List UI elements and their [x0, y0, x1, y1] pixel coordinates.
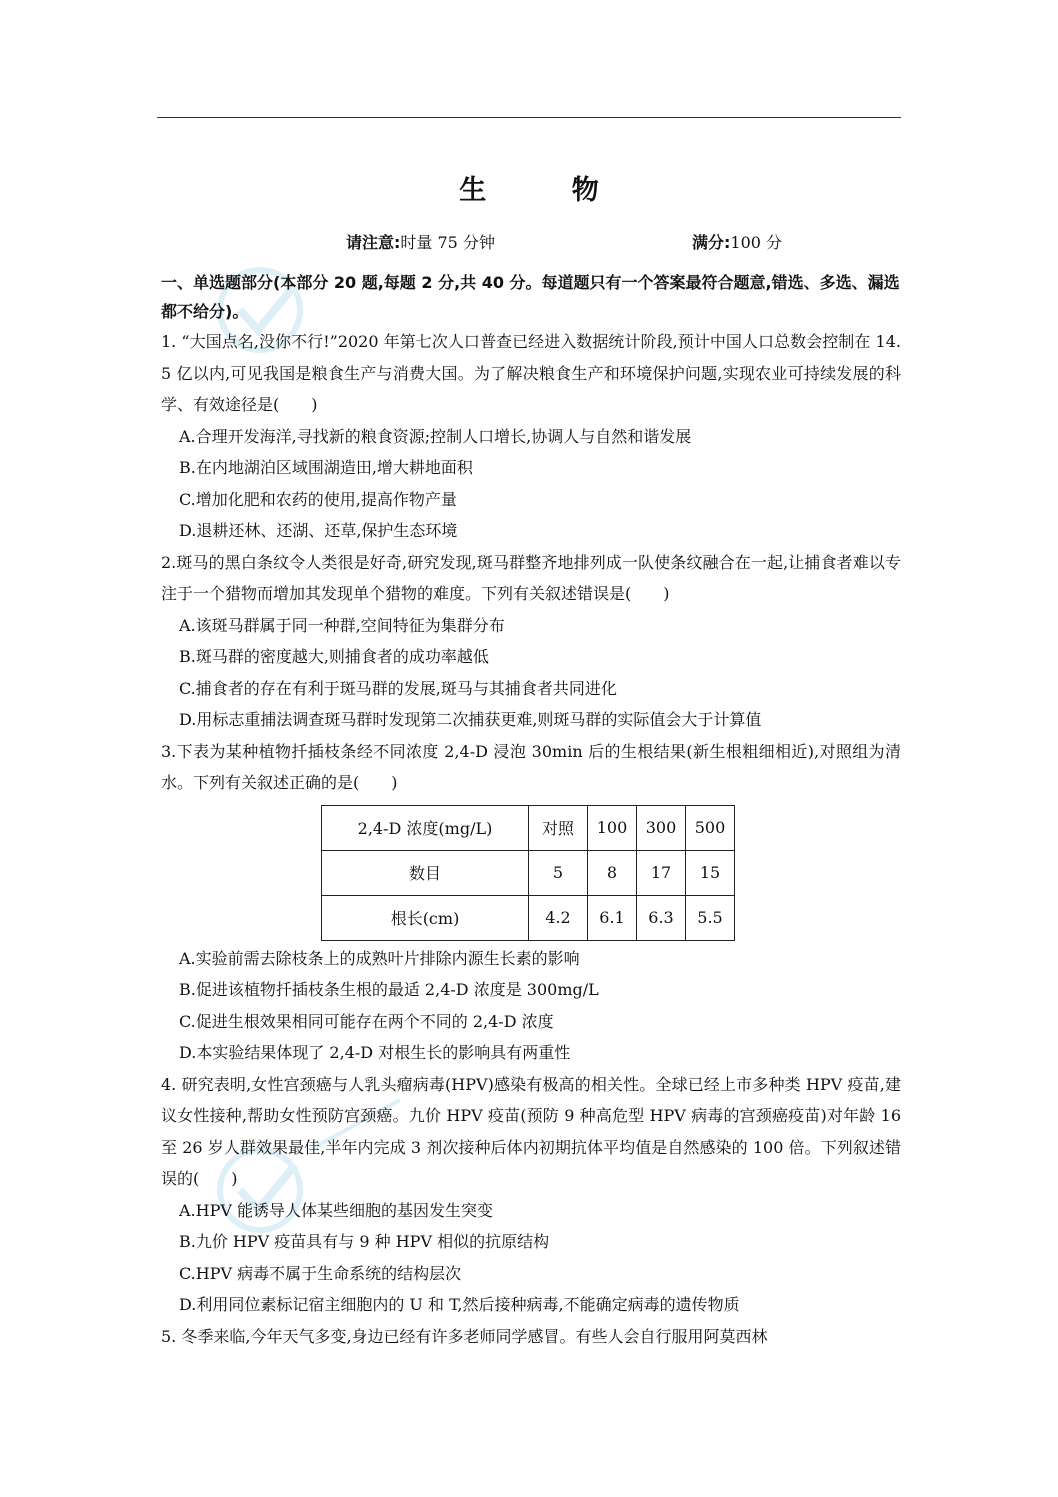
- table-row: [322, 850, 735, 895]
- table-cell: 15: [686, 850, 735, 895]
- question-stem: 3.下表为某种植物扦插枝条经不同浓度 2,4-D 浸泡 30min 后的生根结果(新生根粗细相近),对照组为清水。下列有关叙述正确的是( ): [161, 741, 901, 792]
- question-stem: 1. “大国点名,没你不行!”2020 年第七次人口普查已经进入数据统计阶段,预计中国人口总数会控制在 14. 5 亿以内,可见我国是粮食生产与消费大国。为了解决粮食生产和环境保护问题,实现农业可持续发展的科学、有效途径是( ): [161, 332, 901, 414]
- exam-time: [346, 230, 495, 253]
- exam-content: [161, 268, 901, 1352]
- option: B.九价 HPV 疫苗具有与 9 种 HPV 相似的抗原结构: [179, 1232, 550, 1251]
- table-cell: 对照: [529, 805, 588, 850]
- table-cell: 根长(cm): [322, 895, 529, 940]
- option: B.斑马群的密度越大,则捕食者的成功率越低: [179, 647, 489, 666]
- option: D.退耕还林、还湖、还草,保护生态环境: [179, 521, 458, 540]
- table-cell: 5: [529, 850, 588, 895]
- header-rule: [157, 117, 901, 118]
- option: A.HPV 能诱导人体某些细胞的基因发生突变: [179, 1200, 494, 1220]
- table-cell: 4.2: [529, 895, 588, 940]
- table-cell: 17: [637, 850, 686, 895]
- notice-value: 时量 75 分钟: [400, 233, 495, 252]
- table-row: [322, 895, 735, 940]
- section-heading: 一、单选题部分(本部分 20 题,每题 2 分,共 40 分。每道题只有一个答案最符合题意,错选、多选、漏选都不给分)。: [161, 273, 900, 321]
- option: C.增加化肥和农药的使用,提高作物产量: [179, 489, 457, 509]
- option: D.用标志重捕法调查斑马群时发现第二次捕获更难,则斑马群的实际值会大于计算值: [179, 710, 762, 729]
- option: B.在内地湖泊区域围湖造田,增大耕地面积: [179, 458, 473, 477]
- option: D.利用同位素标记宿主细胞内的 U 和 T,然后接种病毒,不能确定病毒的遗传物质: [179, 1295, 740, 1314]
- table-cell: 500: [686, 805, 735, 850]
- option: C.HPV 病毒不属于生命系统的结构层次: [179, 1263, 462, 1283]
- question-stem: 4. 研究表明,女性宫颈癌与人乳头瘤病毒(HPV)感染有极高的相关性。全球已经上市多种类 HPV 疫苗,建议女性接种,帮助女性预防宫颈癌。九价 HPV 疫苗(预防 9 种高危型 HPV 病毒的宫颈癌疫苗)对年龄 16 至 26 岁人群效果最佳,半年内完成 3 剂次接种后体内初期抗体平均值是自然感染的 100 倍。下列叙述错误的( ): [161, 1074, 901, 1188]
- table-row: [322, 805, 735, 850]
- page-title: 生 物: [459, 175, 637, 206]
- option: C.捕食者的存在有利于斑马群的发展,斑马与其捕食者共同进化: [179, 678, 617, 698]
- table-cell: 100: [588, 805, 637, 850]
- table-cell: 5.5: [686, 895, 735, 940]
- table-cell: 300: [637, 805, 686, 850]
- option: A.合理开发海洋,寻找新的粮食资源;控制人口增长,协调人与自然和谐发展: [179, 426, 692, 446]
- table-cell: 6.3: [637, 895, 686, 940]
- score-value: 100 分: [730, 233, 783, 252]
- option: D.本实验结果体现了 2,4-D 对根生长的影响具有两重性: [179, 1043, 571, 1062]
- exam-score: [692, 230, 782, 253]
- question-stem: 5. 冬季来临,今年天气多变,身边已经有许多老师同学感冒。有些人会自行服用阿莫西林: [161, 1326, 768, 1346]
- question-stem: 2.斑马的黑白条纹令人类很是好奇,研究发现,斑马群整齐地排列成一队使条纹融合在一起,让捕食者难以专注于一个猎物而增加其发现单个猎物的难度。下列有关叙述错误是( ): [161, 552, 901, 603]
- option: A.该斑马群属于同一种群,空间特征为集群分布: [179, 615, 505, 635]
- notice-label: 请注意:: [346, 233, 401, 252]
- option: C.促进生根效果相同可能存在两个不同的 2,4-D 浓度: [179, 1011, 554, 1031]
- table-cell: 数目: [322, 850, 529, 895]
- data-table: [321, 805, 735, 941]
- table-cell: 6.1: [588, 895, 637, 940]
- option: A.实验前需去除枝条上的成熟叶片排除内源生长素的影响: [179, 948, 580, 968]
- option: B.促进该植物扦插枝条生根的最适 2,4-D 浓度是 300mg/L: [179, 980, 599, 999]
- table-cell: 2,4-D 浓度(mg/L): [322, 805, 529, 850]
- table-cell: 8: [588, 850, 637, 895]
- score-label: 满分:: [692, 233, 731, 252]
